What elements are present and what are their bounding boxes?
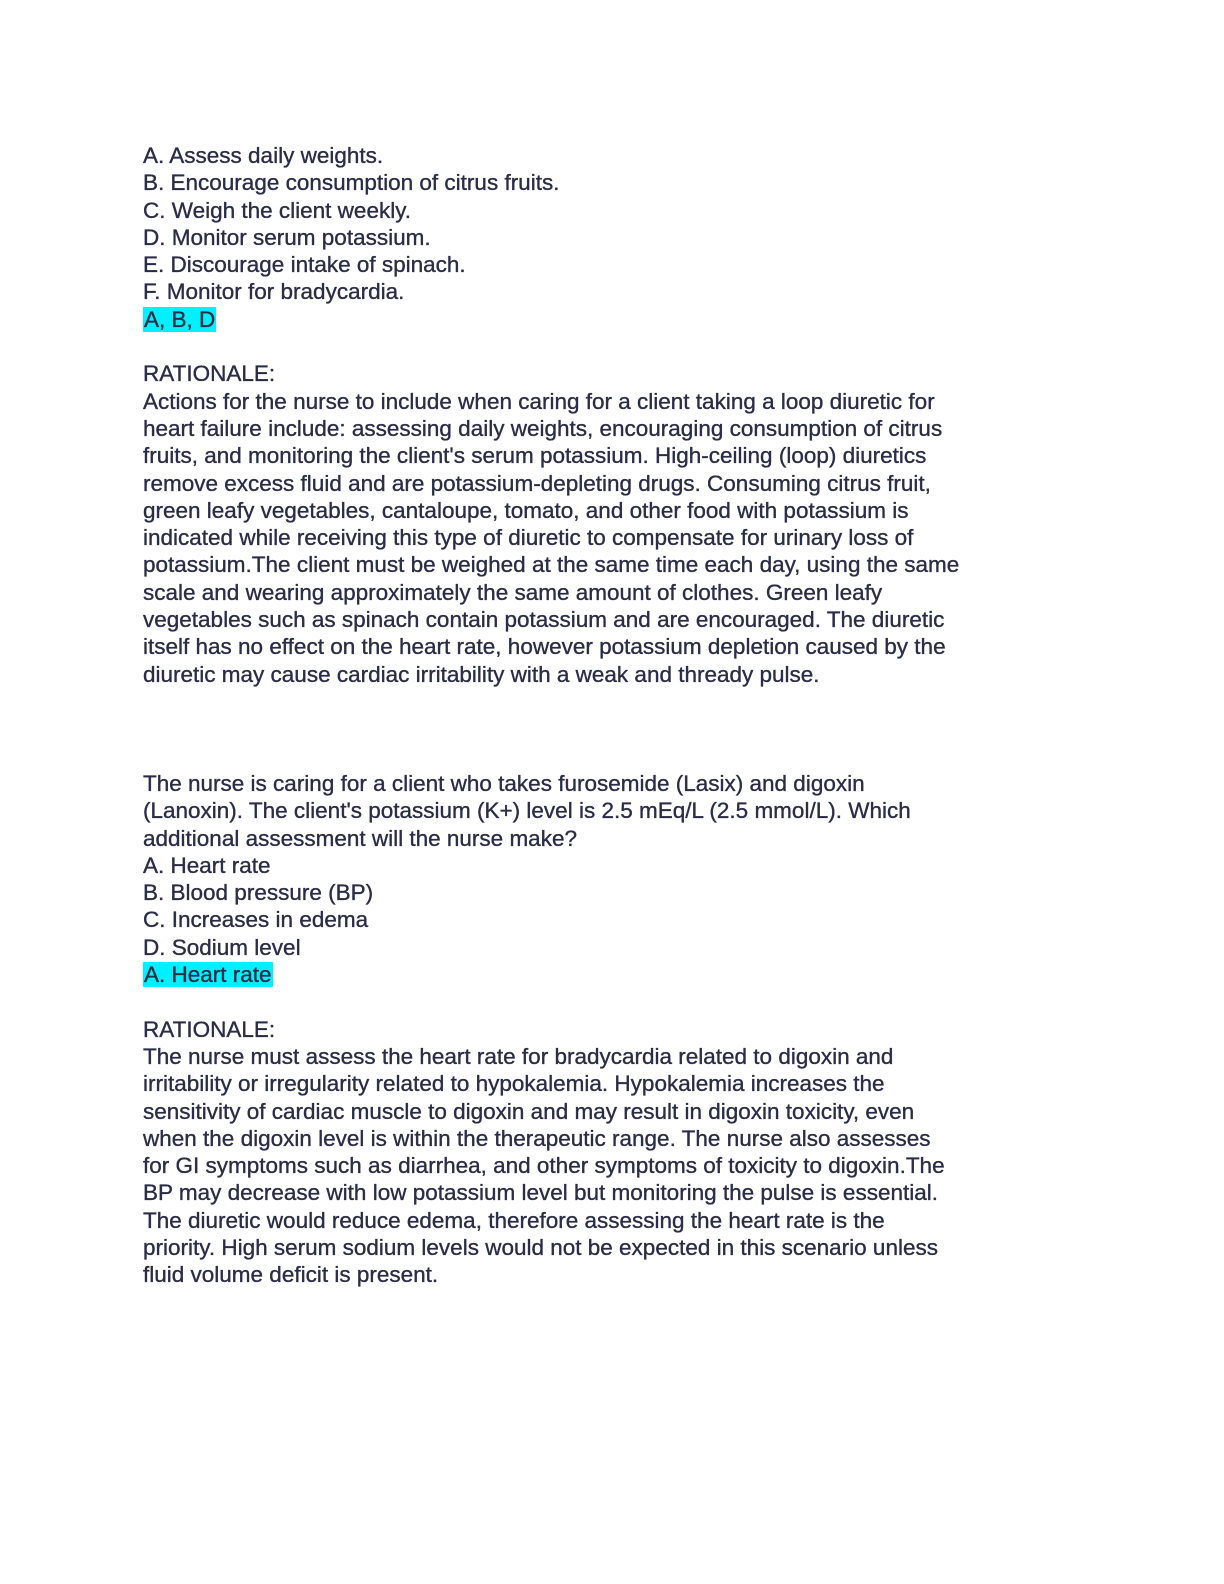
option-f: F. Monitor for bradycardia. <box>143 279 405 305</box>
rationale-line: when the digoxin level is within the therapeutic range. The nurse also assesses <box>143 1125 931 1151</box>
question-1-rationale <box>143 388 1083 688</box>
option-c: C. Weigh the client weekly. <box>143 197 412 223</box>
rationale-line: potassium.The client must be weighed at the same time each day, using the same <box>143 552 960 578</box>
rationale-line: sensitivity of cardiac muscle to digoxin and may result in digoxin toxicity, even <box>143 1098 915 1124</box>
question-1-rationale-heading: RATIONALE: <box>143 361 276 387</box>
rationale-line: scale and wearing approximately the same amount of clothes. Green leafy <box>143 579 883 605</box>
option-b: B. Blood pressure (BP) <box>143 880 374 906</box>
rationale-line: BP may decrease with low potassium level but monitoring the pulse is essential. <box>143 1180 938 1206</box>
option-a: A. Heart rate <box>143 852 271 878</box>
rationale-line: diuretic may cause cardiac irritability with a weak and thready pulse. <box>143 661 820 687</box>
rationale-line: green leafy vegetables, cantaloupe, tomato, and other food with potassium is <box>143 497 909 523</box>
document-page <box>143 142 1083 1289</box>
spacer <box>143 688 1083 770</box>
option-d: D. Monitor serum potassium. <box>143 224 431 250</box>
rationale-line: for GI symptoms such as diarrhea, and other symptoms of toxicity to digoxin.The <box>143 1153 945 1179</box>
question-1-answer-line <box>143 306 1083 333</box>
rationale-line: irritability or irregularity related to hypokalemia. Hypokalemia increases the <box>143 1071 885 1097</box>
question-2-answer-line <box>143 961 1083 988</box>
option-e: E. Discourage intake of spinach. <box>143 252 466 278</box>
spacer <box>143 333 1083 360</box>
rationale-line: remove excess fluid and are potassium-depleting drugs. Consuming citrus fruit, <box>143 470 931 496</box>
stem-line: additional assessment will the nurse make? <box>143 825 577 851</box>
question-2-rationale <box>143 1043 1083 1289</box>
stem-line: The nurse is caring for a client who takes furosemide (Lasix) and digoxin <box>143 770 865 796</box>
rationale-line: fluid volume deficit is present. <box>143 1262 439 1288</box>
rationale-line: The diuretic would reduce edema, therefore assessing the heart rate is the <box>143 1207 885 1233</box>
question-2-stem <box>143 770 1083 852</box>
option-c: C. Increases in edema <box>143 907 369 933</box>
rationale-line: heart failure include: assessing daily weights, encouraging consumption of citrus <box>143 415 943 441</box>
spacer <box>143 988 1083 1015</box>
rationale-line: priority. High serum sodium levels would not be expected in this scenario unless <box>143 1234 938 1260</box>
question-2-rationale-heading: RATIONALE: <box>143 1016 276 1042</box>
rationale-line: Actions for the nurse to include when caring for a client taking a loop diuretic for <box>143 388 935 414</box>
question-1-options <box>143 142 1083 306</box>
option-d: D. Sodium level <box>143 934 301 960</box>
rationale-line: itself has no effect on the heart rate, however potassium depletion caused by the <box>143 634 946 660</box>
rationale-line: indicated while receiving this type of diuretic to compensate for urinary loss of <box>143 525 914 551</box>
rationale-line: The nurse must assess the heart rate for bradycardia related to digoxin and <box>143 1043 894 1069</box>
option-a: A. Assess daily weights. <box>143 143 384 168</box>
question-2-answer: A. Heart rate <box>144 962 272 988</box>
question-2-options <box>143 852 1083 961</box>
rationale-line: vegetables such as spinach contain potassium and are encouraged. The diuretic <box>143 607 945 633</box>
stem-line: (Lanoxin). The client's potassium (K+) level is 2.5 mEq/L (2.5 mmol/L). Which <box>143 798 911 824</box>
question-1-answer: A, B, D <box>144 306 216 332</box>
option-b: B. Encourage consumption of citrus fruits. <box>143 170 560 196</box>
rationale-line: fruits, and monitoring the client's serum potassium. High-ceiling (loop) diuretics <box>143 443 927 469</box>
